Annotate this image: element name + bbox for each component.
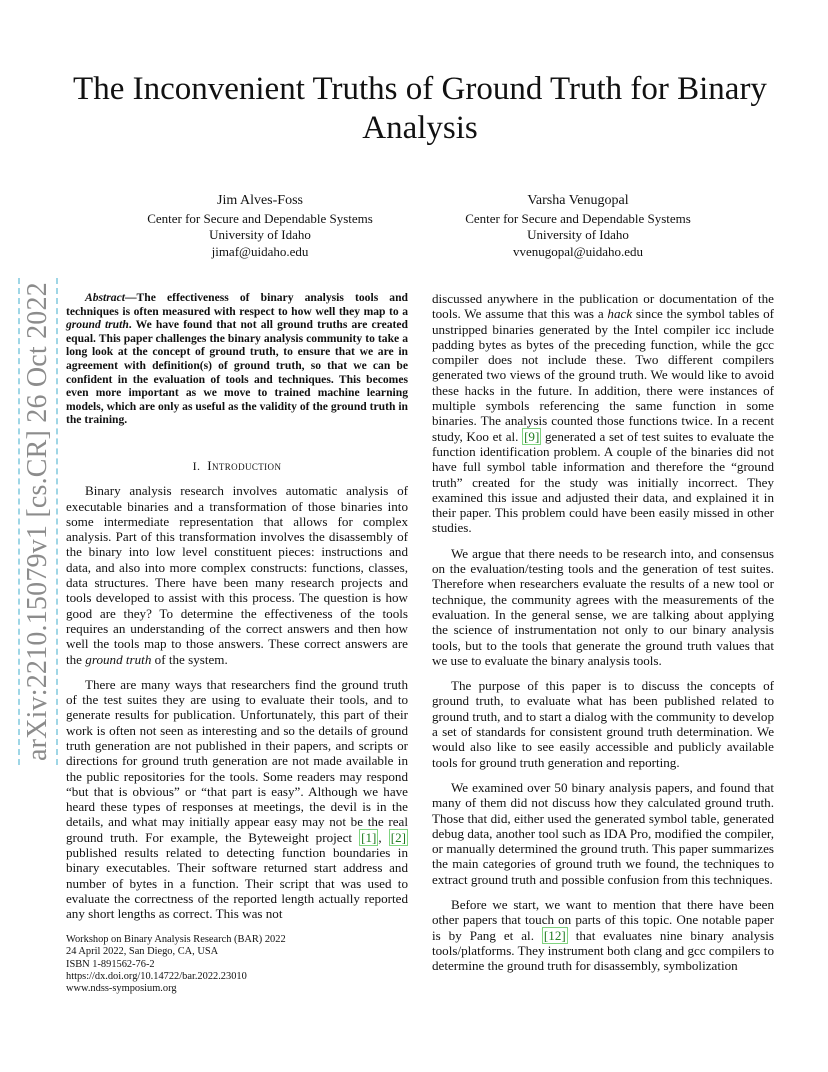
right-column <box>432 291 774 983</box>
paragraph <box>432 291 774 536</box>
abstract-emphasis: ground truth <box>66 318 129 332</box>
author-affiliation: Center for Secure and Dependable Systems <box>465 210 691 226</box>
paragraph <box>66 483 408 667</box>
author-email: vvenugopal@uidaho.edu <box>512 243 644 259</box>
footnote-line: Workshop on Binary Analysis Research (BAR) 2022 <box>66 934 286 945</box>
section-number: I. <box>192 458 201 473</box>
paragraph-text: Before we start, we want to mention that there have been other papers that touch on parts of this topic. One notable paper is by Pang et al. <box>432 896 774 943</box>
author-block-2 <box>398 193 758 260</box>
footnote-line: https://dx.doi.org/10.14722/bar.2022.23010 <box>66 970 247 982</box>
section-heading <box>66 458 408 474</box>
left-column <box>66 291 408 932</box>
author-university: University of Idaho <box>209 227 311 242</box>
author-email: jimaf@uidaho.edu <box>211 243 309 259</box>
paragraph-text: that evaluates nine binary analysis tools/platforms. They instrument both clang and gcc compilers to determine the ground truth for disassembly, symbolization <box>432 927 774 974</box>
citation-link[interactable]: [9] <box>524 428 540 444</box>
citation-separator: , <box>378 829 389 845</box>
author-university: University of Idaho <box>527 227 629 242</box>
footnote-line: ISBN 1-891562-76-2 <box>66 958 155 970</box>
paragraph-text: There are many ways that researchers find the ground truth of the test suites they are using to evaluate their tools, and to generate results for publication. Unfortunately, this part of their work is often not seen as interesting and so the details of ground truth generation are not published in their papers, and scripts or directions for ground truth generation are not made available in the public repositories for the tools. Some readers may respond “but that is obvious” or “that part is easy”. Although we have heard these types of responses at meetings, the devil is in the details, and what may initially appear easy may not be the real ground truth. For example, the Byteweight project <box>66 676 408 845</box>
citation-link[interactable]: [2] <box>390 829 406 845</box>
citation-link[interactable]: [1] <box>361 829 377 845</box>
paragraph-text: of the system. <box>151 651 228 667</box>
paragraph-emphasis: ground truth <box>85 651 152 667</box>
footnote-line: 24 April 2022, San Diego, CA, USA <box>66 946 219 958</box>
author-name: Varsha Venugopal <box>527 193 629 208</box>
paragraph-text: published results related to detecting function boundaries in binary executables. Their software returned start address and number of bytes in a function. Their script that was used to evaluate the correctness of the reported length actually reported any short lengths as correct. This was not <box>66 845 408 922</box>
author-block-1 <box>80 193 440 260</box>
abstract-text: . We have found that not all ground truths are created equal. This paper challenges the binary analysis community to take a long look at the concept of ground truth, to ensure that we are in agreement with definition(s) of ground truth, so that we can be confident in the evaluation of tools and techniques. This becomes even more important as we move to trained machine learning models, which are only as useful as the validity of the ground truth in the training. <box>66 318 409 427</box>
paragraph-text: generated a set of test suites to evaluate the function identification problem. A couple of the binaries did not have full symbol table information and therefore the “ground truth” created for the study was initially incorrect. They examined this issue and adjusted their data, and explained it in their paper. This problem could have been easily missed in other studies. <box>432 428 774 536</box>
footnote-line: www.ndss-symposium.org <box>66 983 177 995</box>
paragraph: The purpose of this paper is to discuss the concepts of ground truth, to evaluate what has been published related to ground truth, and to start a dialog with the community to develop a set of standards for consistent ground truth determination. We would also like to see easily accessible and publicly available tools for ground truth generation and reporting. <box>432 678 774 770</box>
paragraph-text: Binary analysis research involves automatic analysis of executable binaries and a transformation of those binaries into some intermediate representation that allows for complex analysis. Part of this transformation involves the disassembly of the binary into low level constituent pieces: instructions and data, and also into more complex constructs: functions, classes, data structures. There have been many research projects and tools developed to assist with this process. The question is how good are they? To determine the effectiveness of the tools requires an understanding of the correct answers and then how well the tools map to those answers. These correct answers are the <box>66 483 408 667</box>
author-affiliation: Center for Secure and Dependable Systems <box>147 210 373 226</box>
paragraph: We examined over 50 binary analysis papers, and found that many of them did not discuss how they calculated ground truth. Those that did, either used the generated symbol table, generated debug data, another tool such as IDA Pro, modified the compiler, or manually determined the ground truth. This paper summarizes the main categories of ground truth we found, the techniques to extract ground truth and possible confusion from this techniques. <box>432 779 774 887</box>
paper-title: The Inconvenient Truths of Ground Truth for Binary Analysis <box>73 71 767 146</box>
paragraph <box>432 897 774 973</box>
arxiv-identifier: arXiv:2210.15079v1 [cs.CR] 26 Oct 2022 <box>18 278 58 765</box>
paragraph-text: since the symbol tables of unstripped binaries generated by the Intel compiler icc include padding bytes as bytes of the preceding function, while the gcc compiler does not include these. Two different compilers generated two views of the ground truth. We would like to avoid these hacks in the future. In addition, there were instances of multiple symbols referencing the same function in some binaries. The analysis counted those functions twice. In a recent study, Koo et al. <box>432 306 774 444</box>
section-title: Introduction <box>207 457 282 473</box>
author-name: Jim Alves-Foss <box>217 193 303 208</box>
citation-link[interactable]: [12] <box>543 927 566 943</box>
paragraph: We argue that there needs to be research into, and consensus on the evaluation/testing tools and the generation of test suites. Therefore when researchers evaluate the results of a new tool or technique, the community agrees with the measurements of the evaluation. In the general sense, we are talking about applying the science of instrumentation not only to our binary analysis tools, but to the tools that generate the ground truth values that we use to evaluate the binary analysis tools. <box>432 545 774 668</box>
paragraph-text: discussed anywhere in the publication or documentation of the tools. We assume that this was a <box>432 291 774 322</box>
paragraph-emphasis: hack <box>607 306 633 322</box>
abstract-text: —The effectiveness of binary analysis tools and techniques is often measured with respect to how well they map to a <box>66 291 408 318</box>
paragraph <box>66 677 408 922</box>
abstract-lead: Abstract <box>85 291 125 304</box>
footnote <box>66 934 406 995</box>
abstract <box>66 291 408 427</box>
